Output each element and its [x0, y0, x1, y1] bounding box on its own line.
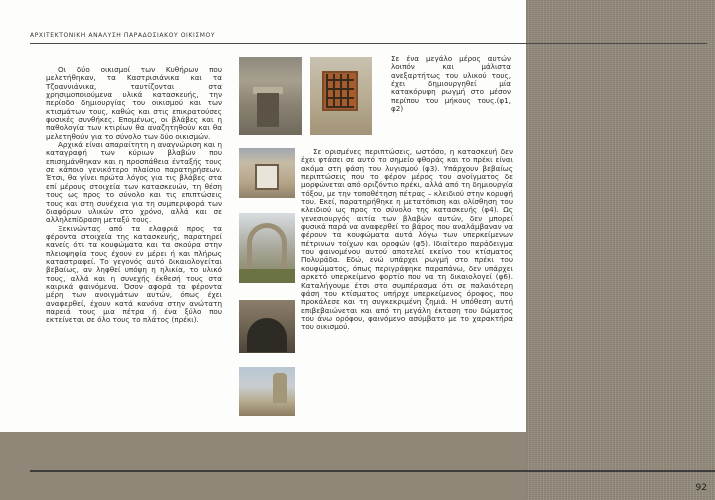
paragraph: Ξεκινώντας από τα ελαφριά προς τα φέροντα στοιχεία της κατασκευής, παρατηρεί κανείς ότι τα κουφώματα και τα σκούρα στην πλειοψηφία τους έχουν εν μέρει ή και πλήρως καταστραφεί. Το γεγονός αυτό δικαιολογείται βεβαίως, αν ληφθεί υπόψη η ηλικία, το υλικό τους, αλλά και η συνεχής έκθεσή τους στα καιρικά φαινόμενα. Όσον αφορά τα φέροντα μέρη των ανοιγμάτων αυτών, όπως έχει αναφερθεί, έχουν κατά κανόνα στην ανώτατη παρειά τους μια πέτρα ή ένα ξύλο που εκτείνεται σε όλο τους το πλάτος (πρέκι).: [46, 223, 222, 325]
photo-window-opening: [239, 148, 295, 198]
photo-dark-arch-opening: [239, 300, 295, 353]
paragraph: Σε ορισμένες περιπτώσεις, ωστόσο, η κατασκευή δεν έχει φτάσει σε αυτό το σημείο φθοράς και το πρέκι είναι ακόμα στη φάση του λυγισμού (φ3). Υπάρχουν βεβαίως περιπτώσεις που το φέρον μέρος του ανοίγματος δε μορφώνεται από οριζόντιο πρέκι, αλλά από τη δημιουργία τόξου, με την τοποθέτηση πέτρας – κλειδιού στην κορυφή του. Εκεί, παρατηρήθηκε η μετατόπιση και ολίσθηση του κλειδιού ως προς το σύνολο της κατασκευής (φ4). Ως γενεσιουργός αιτία των βλαβών αυτών, δεν μπορεί φυσικά παρά να αναφερθεί το βάρος που αναλάμβαναν να φέρουν τα κουφώματα αυτά λόγω των υπερκείμενων πέτρινων τοίχων και οροφών (φ5). Ιδιαίτερο παράδειγμα του φαινομένου αυτού αποτελεί εκείνο του κτίσματος Πολυράδα. Εδώ, ενώ υπάρχει ρωγμή στο πρέκι του κουφώματος, όπως περιγράφηκε παραπάνω, δεν υπάρχει αρκετό υπερκείμενο φορτίο που να τη δικαιολογεί (φ6). Καταλήγουμε έτσι στο συμπέρασμα ότι σε παλαιότερη φάση του κτίσματος υπήρχε υπερκείμενος όροφος, που προκάλεσε και τη συγκεκριμένη ζημιά. Η υπόθεση αυτή επιβεβαιώνεται και από τη μεγάλη έκταση του δώματος του άνω ορόφου, φαινόμενο ασύμβατο με το χαρακτήρα του οικισμού.: [301, 147, 513, 332]
text-column-right-top: [391, 55, 511, 113]
footer-rule: [30, 470, 715, 472]
photo-stone-arch: [239, 213, 295, 283]
paragraph: Οι δύο οικισμοί των Κυθήρων που μελετήθηκαν, τα Καστρισιάνικα και τα Τζοαννιάνικα, ταυτίζονται στα χρησιμοποιούμενα υλικά κατασκευής, την περίοδο δημιουργίας του οικισμού και των κτισμάτων τους, καθώς και στις επικρατούσες φυσικές συνθήκες. Επομένως, οι βλάβες και η παθολογία των κτιρίων θα αναζητηθούν και θα μελετηθούν για το σύνολο των δύο οικισμών.: [46, 65, 222, 141]
photo-lintel-crack-stone: [239, 57, 302, 135]
page-number: 92: [695, 483, 707, 493]
header-rule: [30, 43, 707, 44]
text-column-left: [46, 66, 222, 325]
page-bottom-band: [0, 432, 526, 500]
paragraph: Αρχικά είναι απαραίτητη η αναγνώριση και η καταγραφή των κύριων βλαβών που επισημάνθηκαν και η προσπάθεια ένταξής τους σε κάποιο γενικότερο πλαίσιο παρατηρήσεων. Έτσι, θα γίνει πρώτα λόγος για τις βλάβες στα επί μέρους στοιχεία των κατασκευών, τη θέση τους ως προς το σύνολο και τις επιπτώσεις τους και στη συνέχεια για τη συμπεριφορά των διαφόρων υλικών στο χρόνο, αλλά και σε αλληλεπίδραση μεταξύ τους.: [46, 140, 222, 225]
photo-window-grille: [310, 57, 372, 135]
text-column-right: [301, 148, 513, 332]
paragraph: Σε ένα μεγάλο μέρος αυτών λοιπόν και μάλιστα ανεξαρτήτως του υλικού τους, έχει δημιουργηθεί μία κατακόρυφη ρωγμή στο μέσον περίπου του μήκους τους.(φ1, φ2): [391, 54, 511, 114]
running-header: ΑΡΧΙΤΕΚΤΟΝΙΚΗ ΑΝΑΛΥΣΗ ΠΑΡΑΔΟΣΙΑΚΟΥ ΟΙΚΙΣΜΟΥ: [30, 32, 216, 39]
photo-ruined-building: [239, 367, 295, 416]
